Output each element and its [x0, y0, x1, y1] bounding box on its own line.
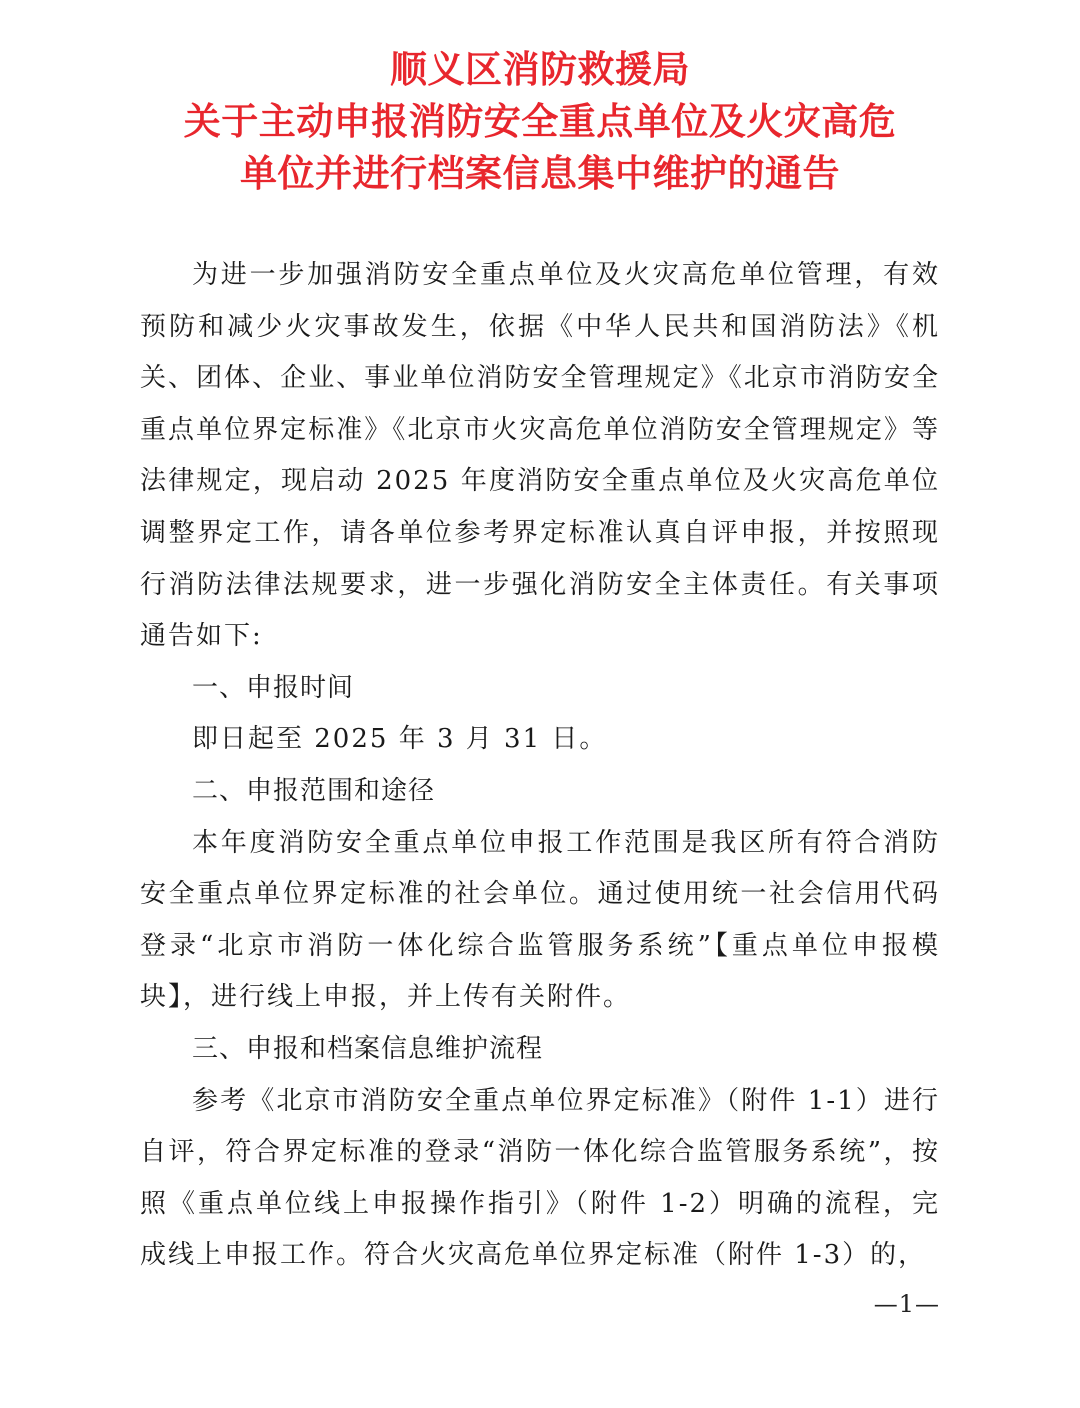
- page-number: —1—: [873, 1290, 940, 1318]
- section-text-process: 参考《北京市消防安全重点单位界定标准》（附件 1-1）进行自评，符合界定标准的登录“消防一体化综合监管服务系统”，按照《重点单位线上申报操作指引》（附件 1-2）明确的流程，完成线上申报工作。符合火灾高危单位界定标准（附件 1-3）的，: [140, 1085, 940, 1271]
- section-heading-scope: 二、申报范围和途径: [192, 775, 436, 806]
- document-title: [0, 44, 1080, 200]
- intro-paragraph: 为进一步加强消防安全重点单位及火灾高危单位管理，有效预防和减少火灾事故发生，依据《中华人民共和国消防法》《机关、团体、企业、事业单位消防安全管理规定》《北京市消防安全重点单位界定标准》《北京市火灾高危单位消防安全管理规定》等法律规定，现启动 2025 年度消防安全重点单位及火灾高危单位调整界定工作，请各单位参考界定标准认真自评申报，并按照现行消防法律法规要求，进一步强化消防安全主体责任。有关事项通告如下:: [140, 260, 940, 652]
- section-heading-process: 三、申报和档案信息维护流程: [192, 1033, 544, 1064]
- title-line-subject-2: 单位并进行档案信息集中维护的通告: [240, 152, 840, 195]
- section-text-time: 即日起至 2025 年 3 月 31 日。: [192, 724, 608, 755]
- title-line-issuer: 顺义区消防救援局: [390, 48, 690, 91]
- section-heading-time: 一、申报时间: [192, 672, 355, 703]
- section-text-scope: 本年度消防安全重点单位申报工作范围是我区所有符合消防安全重点单位界定标准的社会单位。通过使用统一社会信用代码登录“北京市消防一体化综合监管服务系统”【重点单位申报模块】，进行线上申报，并上传有关附件。: [140, 827, 940, 1013]
- document-body: [140, 250, 940, 1282]
- title-line-subject-1: 关于主动申报消防安全重点单位及火灾高危: [183, 100, 897, 143]
